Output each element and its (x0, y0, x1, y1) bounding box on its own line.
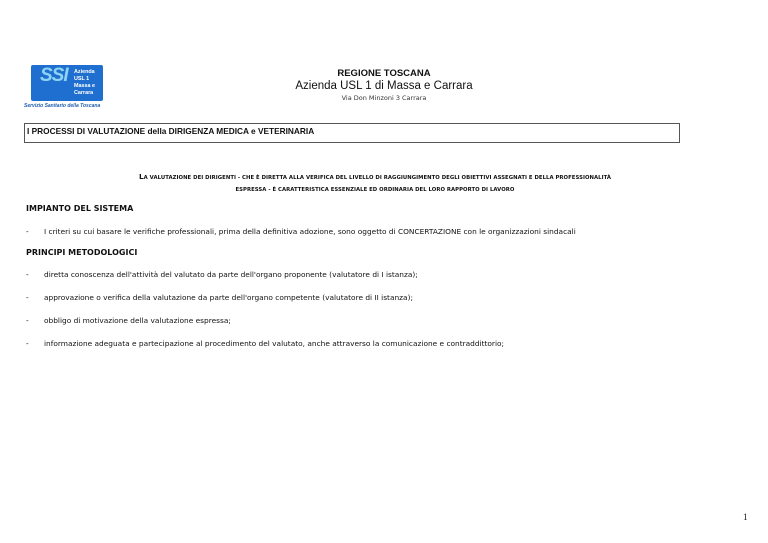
logo-name-line: Azienda (74, 69, 95, 75)
section-heading-impianto: IMPIANTO DEL SISTEMA (26, 204, 134, 213)
list-dash: - (26, 227, 29, 236)
page-number: 1 (743, 512, 748, 522)
list-item-text: approvazione o verifica della valutazione da parte dell'organo competente (valutatore di II istanza); (44, 293, 413, 302)
list-dash: - (26, 293, 29, 302)
logo-subtitle: Servizio Sanitario della Toscana (24, 103, 101, 109)
company-name: Azienda USL 1 di Massa e Carrara (295, 80, 473, 92)
list-dash: - (26, 316, 29, 325)
logo-name-line: Massa e (74, 83, 95, 89)
intro-line-2: ESPRESSA - È CARATTERISTICA ESSENZIALE ED ORDINARIA DEL LORO RAPPORTO DI LAVORO (235, 187, 515, 193)
list-item-text: I criteri su cui basare le verifiche professionali, prima della definitiva adozione, sono oggetto di CONCERTAZIONE con le organizzazioni sindacali (44, 227, 576, 236)
section-heading-principi: PRINCIPI METODOLOGICI (26, 248, 138, 257)
intro-line-1 (80, 171, 670, 184)
intro-line-1-text: A VALUTAZIONE DEI DIRIGENTI - CHE È DIRETTA ALLA VERIFICA DEL LIVELLO DI RAGGIUNGIMENTO DEGLI OBIETTIVI ASSEGNATI E DELLA PROFESSIONALITÀ (143, 175, 611, 181)
list-dash: - (26, 270, 29, 279)
list-item-text: informazione adeguata e partecipazione al procedimento del valutato, anche attraverso la comunicazione e contraddittorio; (44, 339, 505, 348)
list-item-text: obbligo di motivazione della valutazione espressa; (44, 316, 231, 325)
logo-name-line: Carrara (74, 90, 94, 96)
company-address: Via Don Minzoni 3 Carrara (341, 94, 427, 102)
document-title-box (24, 123, 680, 143)
document-title: I PROCESSI DI VALUTAZIONE della DIRIGENZA MEDICA e VETERINARIA (27, 126, 315, 136)
intro-initial: L (139, 172, 144, 181)
list-dash: - (26, 339, 29, 348)
region-name: REGIONE TOSCANA (337, 68, 431, 79)
list-item-text: diretta conoscenza dell'attività del valutato da parte dell'organo proponente (valutatore di I istanza); (44, 270, 418, 279)
logo-name-line: USL 1 (74, 76, 90, 82)
intro-paragraph (80, 171, 670, 196)
logo-acronym: SSI (40, 65, 68, 86)
